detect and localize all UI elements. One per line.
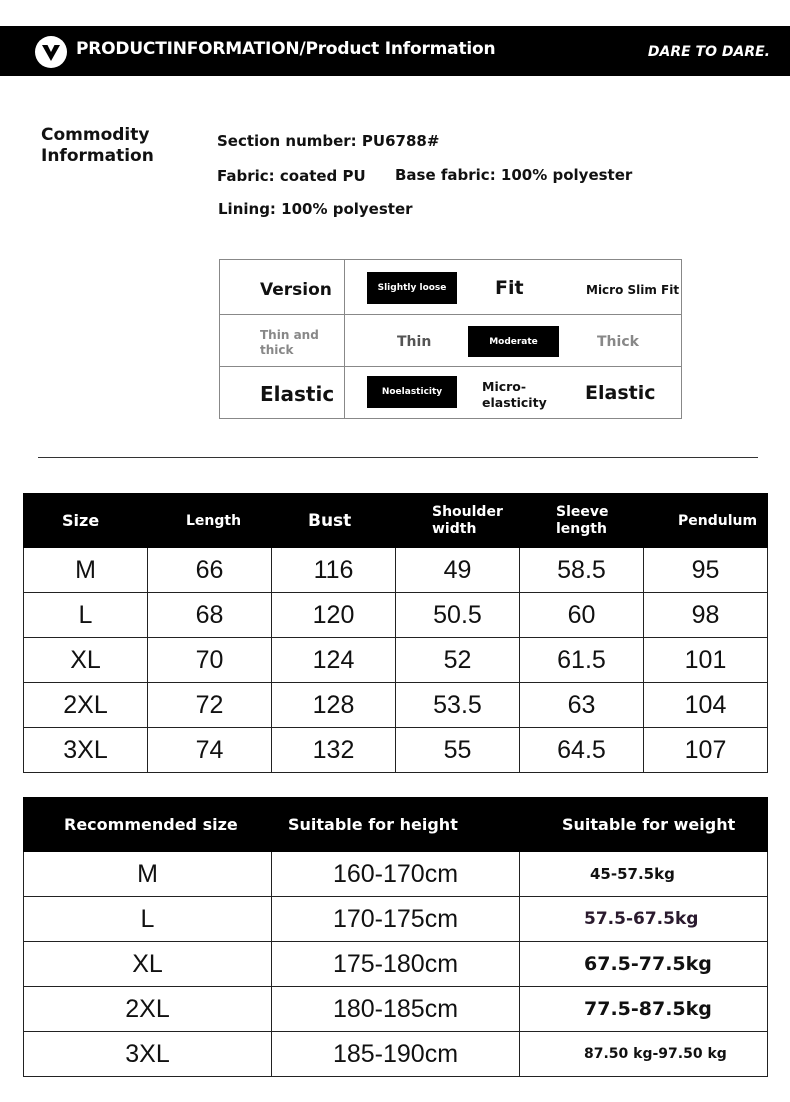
cell-rec-size: 2XL xyxy=(24,987,272,1032)
commodity-label-line1: Commodity xyxy=(41,125,150,145)
header-suitable-weight: Suitable for weight xyxy=(520,798,768,852)
version-label: Version xyxy=(260,280,332,300)
cell-pendulum: 98 xyxy=(644,593,768,638)
cell-rec-size: L xyxy=(24,897,272,942)
header-bust: Bust xyxy=(272,494,396,548)
cell-weight: 77.5-87.5kg xyxy=(520,987,768,1032)
cell-rec-size: XL xyxy=(24,942,272,987)
thickness-option-moderate[interactable]: Moderate xyxy=(468,326,559,357)
header-sleeve-line2: length xyxy=(556,520,607,537)
header-pendulum: Pendulum xyxy=(644,494,768,548)
banner-title: PRODUCTINFORMATION/Product Information xyxy=(76,39,496,59)
section-number: Section number: PU6788# xyxy=(217,132,440,150)
cell-pendulum: 104 xyxy=(644,683,768,728)
cell-sleeve: 60 xyxy=(520,593,644,638)
cell-size: L xyxy=(24,593,148,638)
cell-length: 68 xyxy=(148,593,272,638)
cell-size: 2XL xyxy=(24,683,148,728)
header-shoulder-line1: Shoulder xyxy=(432,503,503,520)
base-fabric: Base fabric: 100% polyester xyxy=(395,166,633,184)
version-option-slightly-loose[interactable]: Slightly loose xyxy=(367,272,457,304)
banner-slogan: DARE TO DARE. xyxy=(647,44,770,60)
cell-length: 70 xyxy=(148,638,272,683)
cell-weight: 87.50 kg-97.50 kg xyxy=(520,1032,768,1077)
cell-size: M xyxy=(24,548,148,593)
header-shoulder-line2: width xyxy=(432,520,477,537)
cell-length: 72 xyxy=(148,683,272,728)
cell-bust: 120 xyxy=(272,593,396,638)
cell-height: 175-180cm xyxy=(272,942,520,987)
cell-sleeve: 58.5 xyxy=(520,548,644,593)
header-sleeve-length xyxy=(520,494,644,548)
header-length: Length xyxy=(148,494,272,548)
section-divider xyxy=(38,457,758,458)
cell-length: 66 xyxy=(148,548,272,593)
header-recommended-size: Recommended size xyxy=(24,798,272,852)
cell-pendulum: 107 xyxy=(644,728,768,773)
cell-size: 3XL xyxy=(24,728,148,773)
micro-elasticity-line2: elasticity xyxy=(482,395,547,410)
cell-shoulder: 49 xyxy=(396,548,520,593)
commodity-label-line2: Information xyxy=(41,146,154,166)
cell-height: 160-170cm xyxy=(272,852,520,897)
cell-shoulder: 50.5 xyxy=(396,593,520,638)
table-row xyxy=(24,548,768,593)
thickness-label-line1: Thin and xyxy=(260,328,319,342)
attribute-table xyxy=(219,259,682,419)
cell-sleeve: 63 xyxy=(520,683,644,728)
cell-weight: 45-57.5kg xyxy=(520,852,768,897)
thickness-option-thin[interactable]: Thin xyxy=(397,334,432,350)
thickness-option-thick[interactable]: Thick xyxy=(597,334,639,350)
cell-pendulum: 95 xyxy=(644,548,768,593)
header-banner xyxy=(0,26,790,76)
table-row xyxy=(24,593,768,638)
lining: Lining: 100% polyester xyxy=(218,200,413,218)
cell-shoulder: 55 xyxy=(396,728,520,773)
header-suitable-height: Suitable for height xyxy=(272,798,520,852)
attr-divider-row1 xyxy=(220,314,681,315)
table-row xyxy=(24,987,768,1032)
header-size: Size xyxy=(24,494,148,548)
cell-shoulder: 52 xyxy=(396,638,520,683)
recommend-table xyxy=(23,797,768,1077)
cell-rec-size: 3XL xyxy=(24,1032,272,1077)
attr-divider-row2 xyxy=(220,366,681,367)
cell-height: 170-175cm xyxy=(272,897,520,942)
cell-sleeve: 61.5 xyxy=(520,638,644,683)
table-row xyxy=(24,897,768,942)
version-option-micro-slim-fit[interactable]: Micro Slim Fit xyxy=(586,283,680,297)
cell-weight: 67.5-77.5kg xyxy=(520,942,768,987)
cell-rec-size: M xyxy=(24,852,272,897)
cell-sleeve: 64.5 xyxy=(520,728,644,773)
size-table-header xyxy=(24,494,768,548)
thickness-label-line2: thick xyxy=(260,343,294,357)
table-row xyxy=(24,942,768,987)
table-row xyxy=(24,683,768,728)
cell-length: 74 xyxy=(148,728,272,773)
cell-height: 185-190cm xyxy=(272,1032,520,1077)
thickness-label xyxy=(260,328,319,358)
table-row xyxy=(24,728,768,773)
header-sleeve-line1: Sleeve xyxy=(556,503,609,520)
micro-elasticity-line1: Micro- xyxy=(482,379,527,394)
cell-bust: 124 xyxy=(272,638,396,683)
cell-size: XL xyxy=(24,638,148,683)
elastic-label: Elastic xyxy=(260,382,335,406)
attr-divider-vertical xyxy=(344,260,345,418)
cell-bust: 116 xyxy=(272,548,396,593)
cell-pendulum: 101 xyxy=(644,638,768,683)
header-shoulder-width xyxy=(396,494,520,548)
version-option-fit[interactable]: Fit xyxy=(495,277,524,299)
cell-weight: 57.5-67.5kg xyxy=(520,897,768,942)
chevron-down-circle-icon xyxy=(35,36,67,68)
size-table xyxy=(23,493,768,773)
cell-bust: 128 xyxy=(272,683,396,728)
fabric: Fabric: coated PU xyxy=(217,167,366,185)
elastic-option-noelasticity[interactable]: Noelasticity xyxy=(367,376,457,408)
table-row xyxy=(24,852,768,897)
elastic-option-micro-elasticity[interactable] xyxy=(482,379,547,411)
elastic-option-elastic[interactable]: Elastic xyxy=(585,382,656,404)
table-row xyxy=(24,1032,768,1077)
commodity-info-label xyxy=(41,125,154,167)
cell-height: 180-185cm xyxy=(272,987,520,1032)
table-row xyxy=(24,638,768,683)
cell-bust: 132 xyxy=(272,728,396,773)
cell-shoulder: 53.5 xyxy=(396,683,520,728)
recommend-table-header xyxy=(24,798,768,852)
